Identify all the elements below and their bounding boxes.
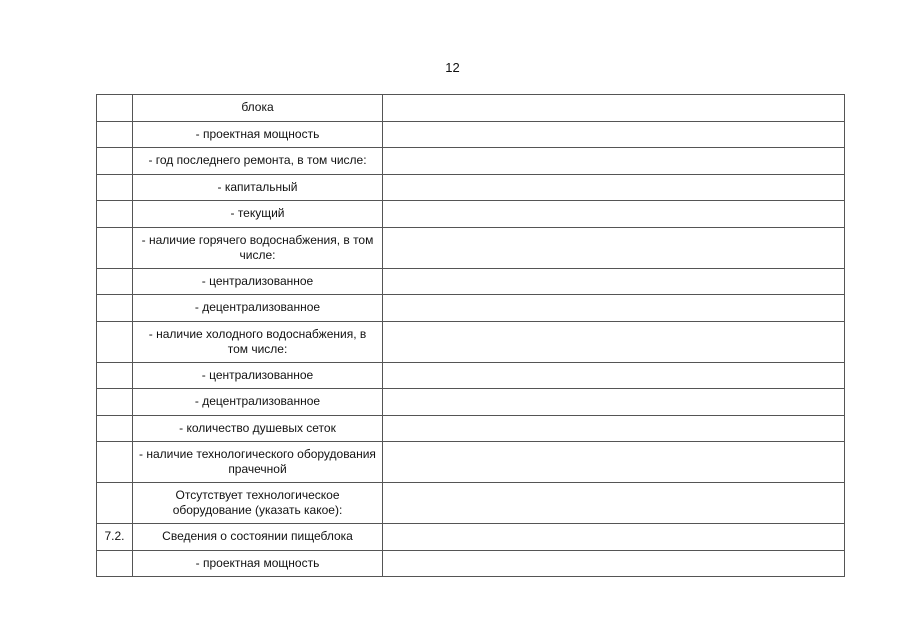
row-value-cell[interactable] [383,483,845,524]
row-label-cell: - наличие технологического оборудования прачечной [133,442,383,483]
table-row [97,148,845,175]
row-value-cell[interactable] [383,389,845,416]
row-number-cell [97,442,133,483]
row-value-cell[interactable] [383,268,845,295]
table-row [97,201,845,228]
page-number: 12 [445,60,460,75]
row-label-cell: - централизованное [133,362,383,389]
row-value-cell[interactable] [383,362,845,389]
row-number-cell [97,227,133,268]
row-label-cell: - количество душевых сеток [133,415,383,442]
row-label-cell: - децентрализованное [133,389,383,416]
row-label-cell: - централизованное [133,268,383,295]
form-table [96,94,845,577]
row-number-cell [97,268,133,295]
table-row [97,362,845,389]
row-value-cell[interactable] [383,174,845,201]
row-value-cell[interactable] [383,415,845,442]
row-number-cell [97,174,133,201]
row-number-cell: 7.2. [97,524,133,551]
row-value-cell[interactable] [383,442,845,483]
row-value-cell[interactable] [383,148,845,175]
table-row [97,389,845,416]
row-value-cell[interactable] [383,524,845,551]
row-value-cell[interactable] [383,95,845,122]
row-value-cell[interactable] [383,201,845,228]
row-number-cell [97,362,133,389]
row-number-cell [97,201,133,228]
row-number-cell [97,95,133,122]
row-label-cell: - проектная мощность [133,121,383,148]
table-row [97,524,845,551]
table-row [97,321,845,362]
table-row [97,550,845,577]
row-label-cell: Отсутствует технологическое оборудование (указать какое): [133,483,383,524]
table-row [97,268,845,295]
row-number-cell [97,415,133,442]
row-number-cell [97,483,133,524]
table-row [97,415,845,442]
row-value-cell[interactable] [383,295,845,322]
row-number-cell [97,295,133,322]
form-table-body [97,95,845,577]
row-number-cell [97,321,133,362]
table-row [97,95,845,122]
row-label-cell: - проектная мощность [133,550,383,577]
row-label-cell: Сведения о состоянии пищеблока [133,524,383,551]
row-label-cell: - текущий [133,201,383,228]
table-row [97,174,845,201]
row-value-cell[interactable] [383,321,845,362]
row-label-cell: - год последнего ремонта, в том числе: [133,148,383,175]
row-label-cell: - наличие холодного водоснабжения, в том числе: [133,321,383,362]
row-value-cell[interactable] [383,550,845,577]
table-row [97,227,845,268]
row-value-cell[interactable] [383,227,845,268]
table-row [97,483,845,524]
row-label-cell: - децентрализованное [133,295,383,322]
row-label-cell: - наличие горячего водоснабжения, в том числе: [133,227,383,268]
row-number-cell [97,550,133,577]
row-number-cell [97,389,133,416]
table-row [97,121,845,148]
row-label-cell: - капитальный [133,174,383,201]
row-number-cell [97,148,133,175]
row-label-cell: блока [133,95,383,122]
table-row [97,442,845,483]
row-value-cell[interactable] [383,121,845,148]
table-row [97,295,845,322]
row-number-cell [97,121,133,148]
